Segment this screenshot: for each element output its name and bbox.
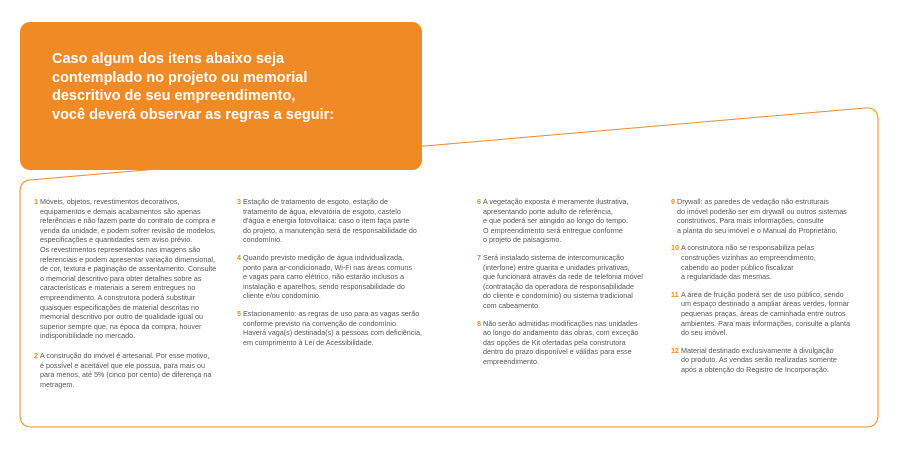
rule-line: de cor, textura e paginação de assentamento. Consulte — [40, 264, 217, 274]
rule-line: A construção do imóvel é artesanal. Por esse motivo, — [40, 350, 210, 360]
rule-line: conforme previsto na convenção de condomínio. — [243, 318, 399, 328]
rule-line: Móveis, objetos, revestimentos decorativos, — [40, 197, 180, 206]
rule-line: do seu imóvel. — [681, 328, 728, 338]
header-line: você deverá observar as regras a seguir: — [52, 106, 335, 123]
rule-line: que funcionará através da rede de telefonia móvel — [483, 272, 643, 282]
rule-line: ponto para ar-condicionado, Wi-Fi nas áreas comuns — [243, 262, 412, 272]
rule-item — [34, 351, 234, 389]
rule-text — [483, 197, 667, 245]
header-line: Caso algum dos itens abaixo seja — [52, 51, 285, 67]
rule-number: 7 — [477, 252, 481, 262]
rule-line: instalação e aparelhos, sendo responsabilidade do — [243, 281, 405, 291]
rule-line: venda da unidade, e podem sofrer revisão de modelos, — [40, 225, 216, 235]
rule-line: A vegetação exposta é meramente ilustrativa, — [483, 197, 629, 206]
rule-item — [671, 197, 871, 235]
rule-number: 12 — [671, 345, 679, 355]
rule-line: características e materiais a serem entregues no — [40, 283, 196, 293]
rule-text — [40, 351, 234, 389]
rule-text — [40, 197, 234, 341]
rule-line: com cabeamento. — [483, 300, 541, 310]
rule-line: referenciais e podem apresentar variação dimensional, — [40, 254, 215, 264]
rule-line: Não serão admitidas modificações nas unidades — [483, 318, 638, 328]
rule-line: A área de fruição poderá ser de uso público, sendo — [681, 289, 844, 299]
rule-text — [677, 197, 871, 235]
rule-number: 1 — [34, 197, 38, 206]
rule-line: construtivos. Para mais informações, consulte — [677, 216, 824, 226]
rule-text — [681, 290, 871, 338]
rule-line: Drywall: as paredes de vedação não estruturais — [677, 197, 829, 206]
rule-item — [671, 243, 871, 281]
rule-number: 3 — [237, 197, 241, 206]
rule-line: do produto. As vendas serão realizadas somente — [681, 355, 837, 365]
rule-line: um espaço destinado a ampliar áreas verdes, formar — [681, 299, 850, 309]
rule-line: ao longo do andamento das obras, com exceção — [483, 328, 639, 338]
rule-item — [477, 197, 667, 245]
rule-line: e vagas para carro elétrico, não estarão inclusos a — [243, 272, 405, 282]
rule-line: a planta do seu imóvel e o Manual do Proprietário. — [677, 225, 838, 235]
rule-line: Estacionamento: as regras de uso para as vagas serão — [243, 308, 420, 318]
rule-line: das opções de Kit ofertadas pela construtora — [483, 337, 626, 347]
rule-line: referências e não fazem parte do contrato de compra e — [40, 216, 216, 226]
rule-number: 9 — [671, 197, 675, 206]
rule-line: em cumprimento à Lei de Acessibilidade. — [243, 337, 374, 347]
rule-line: Os revestimentos representados nas imagens são — [40, 244, 201, 254]
rule-text — [483, 253, 667, 311]
rule-line: para menos, até 5% (cinco por cento) de diferença na — [40, 370, 212, 380]
rule-line: é possível e aceitável que ele possua, para mais ou — [40, 360, 206, 370]
rule-item — [237, 197, 437, 245]
rule-line: ambientes. Para mais informações, consulte a planta — [681, 318, 850, 328]
rule-text — [483, 319, 667, 367]
rule-line: Quando previsto medição de água individualizada, — [243, 252, 405, 262]
rule-number: 4 — [237, 252, 241, 262]
rule-line: (interfone) entre guarita e unidades privativas, — [483, 262, 630, 272]
rule-line: do cliente e condomínio) ou sistema tradicional — [483, 291, 633, 301]
rule-line: e que poderá ser atingido ao longo do tempo. — [483, 216, 629, 226]
rule-line: quaisquer especificações de material descritas no — [40, 302, 200, 312]
rule-number: 6 — [477, 197, 481, 206]
rule-text — [681, 346, 871, 375]
rule-line: especificações e quantidades sem aviso prévio. — [40, 235, 193, 245]
rule-text — [243, 197, 437, 245]
column-1 — [34, 197, 234, 397]
rule-text — [243, 253, 437, 301]
column-2 — [237, 197, 437, 355]
rule-line: Será instalado sistema de intercomunicação — [483, 252, 625, 262]
rule-item — [237, 253, 437, 301]
rule-number: 11 — [671, 289, 679, 299]
rule-line: O empreendimento será entregue conforme — [483, 225, 623, 235]
rule-line: cliente e/ou condomínio. — [243, 291, 321, 301]
rule-line: A construtora não se responsabiliza pelas — [681, 243, 815, 253]
rule-item — [237, 309, 437, 347]
rule-line: empreendimento. — [483, 356, 539, 366]
rule-line: d'água e energia fotovoltaica: caso o item faça parte — [243, 216, 410, 226]
rule-line: empreendimento. A construtora poderá substituir — [40, 292, 196, 302]
rule-item — [477, 319, 667, 367]
rule-line: construções vizinhas ao empreendimento, — [681, 252, 816, 262]
rule-line: apresentando porte adulto de referência, — [483, 206, 613, 216]
rule-line: do imóvel poderão ser em drywall ou outros sistemas — [677, 206, 847, 216]
column-3 — [477, 197, 667, 375]
rule-text — [681, 243, 871, 281]
rule-line: Haverá vaga(s) destinada(s) a pessoas com deficiência, — [243, 328, 422, 338]
rule-line: superior sempre que, na época da compra, houver — [40, 321, 202, 331]
rule-line: metragem. — [40, 379, 75, 389]
rule-line: tratamento de água, elevatória de esgoto, castelo — [243, 206, 401, 216]
rule-line: equipamentos e demais acabamentos são apenas — [40, 206, 201, 216]
rule-number: 8 — [477, 318, 481, 328]
rule-text — [243, 309, 437, 347]
rule-line: cabendo ao poder público fiscalizar — [681, 262, 794, 272]
rule-item — [671, 290, 871, 338]
rule-line: a regularidade das mesmas. — [681, 272, 772, 282]
rule-line: o projeto de paisagismo. — [483, 235, 562, 245]
header-title — [52, 50, 412, 124]
rule-line: pequenas praças, áreas de caminhada entre outros — [681, 308, 846, 318]
rule-line: dentro do prazo disponível e válidas para esse — [483, 347, 632, 357]
rule-line: Material destinado exclusivamente à divulgação — [681, 345, 834, 355]
rule-number: 10 — [671, 243, 679, 253]
column-4 — [671, 197, 871, 383]
header-line: descritivo de seu empreendimento, — [52, 88, 296, 104]
rule-item — [671, 346, 871, 375]
rule-line: (contratação da operadora de responsabilidade — [483, 281, 635, 291]
rule-item — [34, 197, 234, 341]
rule-number: 5 — [237, 308, 241, 318]
rule-line: do projeto, a manutenção será de responsabilidade do — [243, 225, 417, 235]
header-line: contemplado no projeto ou memorial — [52, 69, 308, 86]
rule-line: após a obtenção do Registro de Incorporação. — [681, 364, 829, 374]
rule-item — [477, 253, 667, 311]
rule-line: memorial descritivo por outro de qualidade igual ou — [40, 312, 204, 322]
rule-line: condomínio. — [243, 235, 283, 245]
rule-line: o memorial descritivo para obter detalhes sobre as — [40, 273, 202, 283]
rule-line: indisponibilidade no mercado. — [40, 331, 136, 341]
rule-number: 2 — [34, 350, 38, 360]
rule-line: Estação de tratamento de esgoto, estação de — [243, 197, 389, 206]
